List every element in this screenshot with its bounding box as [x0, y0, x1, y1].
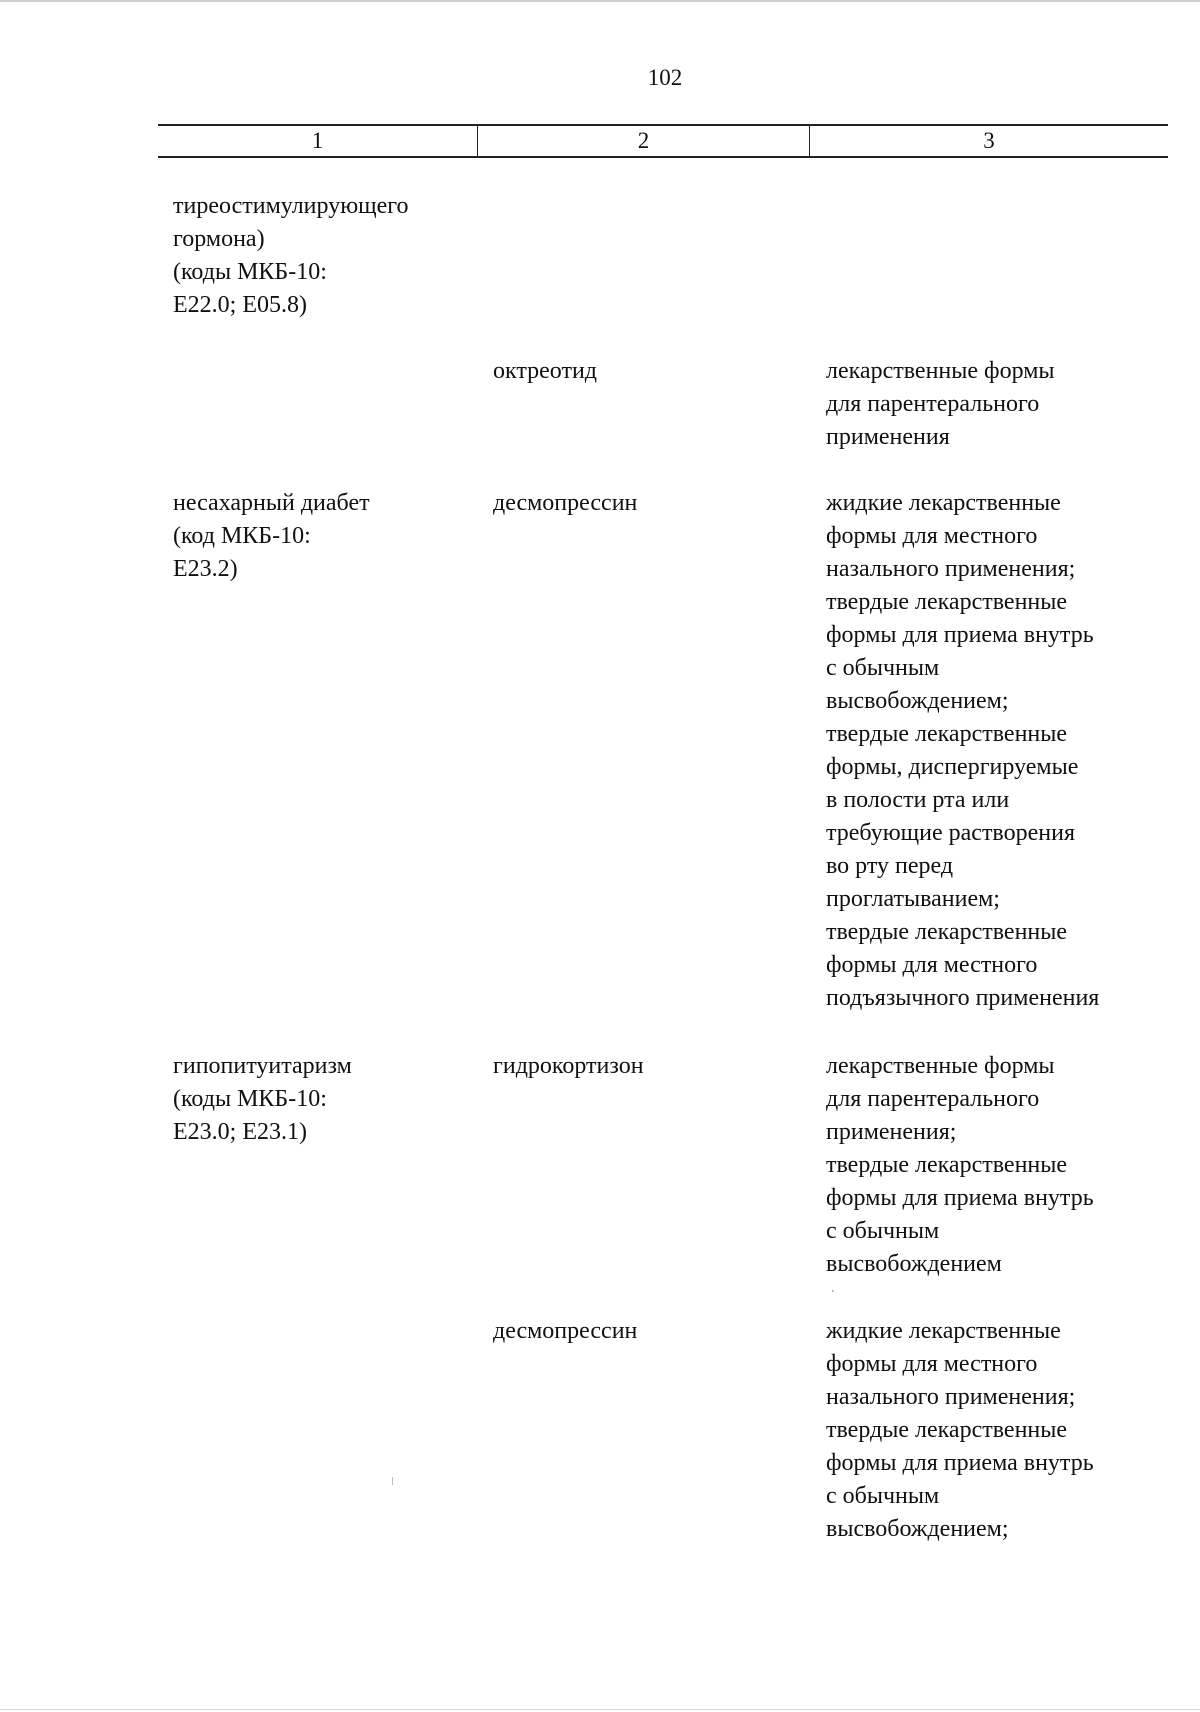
cell-line: (коды МКБ-10:	[173, 1086, 327, 1112]
cell-line: твердые лекарственные	[826, 589, 1068, 615]
header-col-2: 2	[478, 126, 810, 156]
cell-line: жидкие лекарственные	[826, 490, 1061, 516]
row-1-forms	[826, 355, 1176, 454]
cell-line: назального применения;	[826, 1384, 1076, 1410]
cell-line: с обычным	[826, 655, 940, 681]
scan-speck	[832, 1290, 834, 1292]
header-col-3: 3	[983, 128, 995, 153]
cell-line: твердые лекарственные	[826, 1417, 1068, 1443]
cell-line: для парентерального	[826, 1086, 1040, 1112]
cell-line: формы для местного	[826, 952, 1038, 978]
cell-line: твердые лекарственные	[826, 919, 1068, 945]
row-2-drug	[493, 487, 803, 520]
cell-line: E23.2)	[173, 556, 238, 582]
cell-line: гидрокортизон	[493, 1053, 644, 1079]
cell-line: применения	[826, 424, 950, 450]
page-number: 102	[647, 65, 683, 90]
cell-line: формы для местного	[826, 523, 1038, 549]
cell-line: десмопрессин	[493, 1318, 638, 1344]
cell-line: с обычным	[826, 1218, 940, 1244]
row-1-drug	[493, 355, 803, 388]
row-3-condition	[173, 1050, 473, 1149]
cell-line: в полости рта или	[826, 787, 1010, 813]
cell-line: во рту перед	[826, 853, 954, 879]
cell-line: октреотид	[493, 358, 598, 384]
cell-line: применения;	[826, 1119, 957, 1145]
table-header-row	[158, 124, 1168, 158]
cell-line: E23.0; E23.1)	[173, 1119, 307, 1145]
cell-line: жидкие лекарственные	[826, 1318, 1061, 1344]
cell-line: десмопрессин	[493, 490, 638, 516]
cell-line: лекарственные формы	[826, 1053, 1055, 1079]
scan-speck	[392, 1477, 393, 1485]
cell-line: для парентерального	[826, 391, 1040, 417]
cell-line: формы для приема внутрь	[826, 1450, 1094, 1476]
cell-line: формы, диспергируемые	[826, 754, 1079, 780]
cell-line: гипопитуитаризм	[173, 1053, 352, 1079]
cell-line: требующие растворения	[826, 820, 1075, 846]
cell-line: формы для местного	[826, 1351, 1038, 1377]
cell-line: формы для приема внутрь	[826, 1185, 1094, 1211]
row-2-condition	[173, 487, 473, 586]
row-3-drug	[493, 1050, 803, 1083]
cell-line: высвобождением	[826, 1251, 1002, 1277]
cell-line: с обычным	[826, 1483, 940, 1509]
row-3-forms	[826, 1050, 1176, 1281]
cell-line: (коды МКБ-10:	[173, 259, 327, 285]
cell-line: (код МКБ-10:	[173, 523, 311, 549]
cell-line: высвобождением;	[826, 688, 1009, 714]
row-4-forms	[826, 1315, 1176, 1546]
scan-bottom-edge	[0, 1709, 1200, 1710]
row-0-condition	[173, 190, 473, 322]
scan-top-edge	[0, 0, 1200, 2]
header-col-1: 1	[158, 126, 478, 156]
cell-line: тиреостимулирующего	[173, 193, 409, 219]
cell-line: несахарный диабет	[173, 490, 370, 516]
cell-line: проглатыванием;	[826, 886, 1000, 912]
cell-line: E22.0; E05.8)	[173, 292, 307, 318]
cell-line: назального применения;	[826, 556, 1076, 582]
row-2-forms	[826, 487, 1176, 1015]
cell-line: твердые лекарственные	[826, 721, 1068, 747]
row-4-drug	[493, 1315, 803, 1348]
cell-line: высвобождением;	[826, 1516, 1009, 1542]
cell-line: формы для приема внутрь	[826, 622, 1094, 648]
cell-line: лекарственные формы	[826, 358, 1055, 384]
cell-line: гормона)	[173, 226, 265, 252]
cell-line: подъязычного применения	[826, 985, 1100, 1011]
cell-line: твердые лекарственные	[826, 1152, 1068, 1178]
